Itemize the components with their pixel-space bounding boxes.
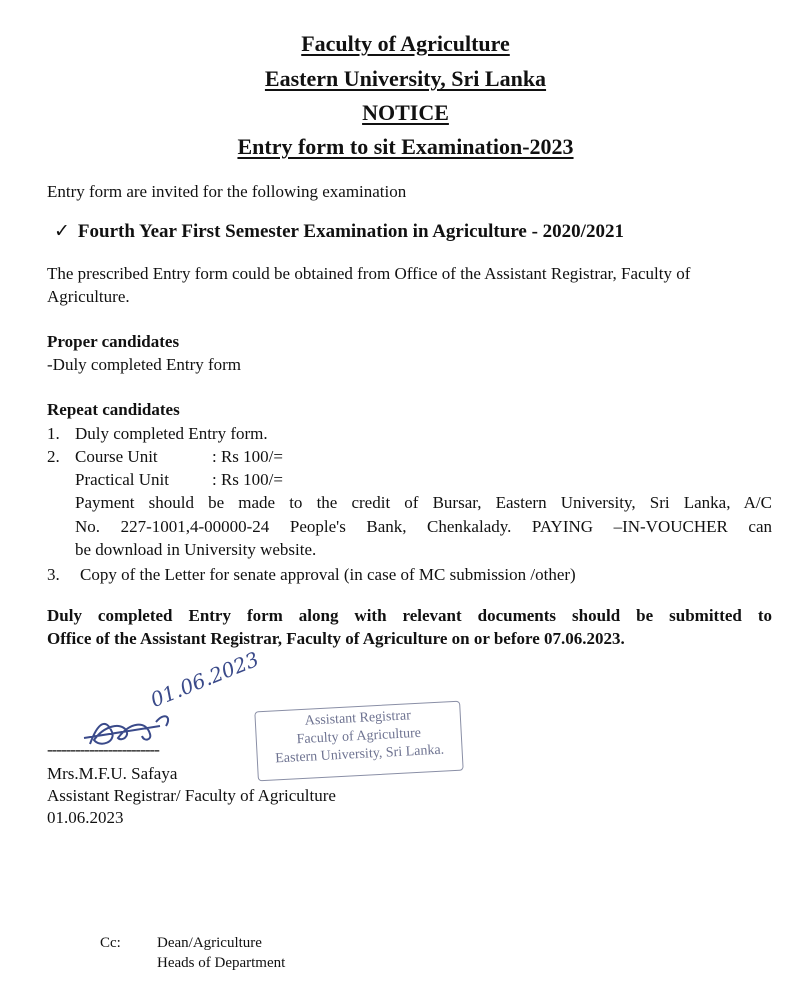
exam-title: Fourth Year First Semester Examination in Agriculture - 2020/2021 — [77, 221, 624, 242]
course-unit-label: Course Unit — [75, 447, 158, 466]
prescribed-line-1: The prescribed Entry form could be obtained from Office of the Assistant Registrar, Faculty of — [47, 264, 691, 283]
intro-text: Entry form are invited for the following examination — [47, 182, 407, 201]
repeat-item-3-number: 3. — [47, 565, 60, 584]
stamp-line-1: Assistant Registrar — [304, 708, 412, 729]
repeat-item-1-number: 1. — [47, 424, 60, 443]
prescribed-line-2: Agriculture. — [47, 287, 130, 306]
signature-date: 01.06.2023 — [47, 808, 124, 827]
cc-label: Cc: — [100, 935, 121, 951]
cc-recipient-2: Heads of Department — [157, 955, 286, 971]
signature-line: ------------------------ — [47, 740, 159, 759]
practical-unit-fee: : Rs 100/= — [212, 470, 283, 489]
signatory-title: Assistant Registrar/ Faculty of Agriculture — [47, 786, 336, 805]
official-stamp — [254, 701, 463, 782]
cc-recipient-1: Dean/Agriculture — [157, 935, 262, 951]
notice-heading: NOTICE — [362, 100, 449, 125]
proper-candidates-heading: Proper candidates — [47, 332, 180, 351]
exam-item — [54, 219, 624, 244]
payment-line-2: No. 227-1001,4-00000-24 People's Bank, Chenkalady. PAYING –IN-VOUCHER can — [75, 517, 772, 536]
stamp-line-2: Faculty of Agriculture — [296, 725, 422, 748]
document-title: Entry form to sit Examination-2023 — [237, 134, 574, 159]
repeat-item-3: Copy of the Letter for senate approval (in case of MC submission /other) — [80, 565, 576, 584]
checkmark-icon: ✓ — [54, 220, 70, 242]
stamp-line-3: Eastern University, Sri Lanka. — [274, 742, 445, 767]
repeat-item-2-number: 2. — [47, 447, 60, 466]
payment-line-3: be download in University website. — [75, 540, 317, 559]
deadline-line-2: Office of the Assistant Registrar, Faculty of Agriculture on or before 07.06.2023. — [47, 629, 625, 648]
practical-unit-label: Practical Unit — [75, 470, 169, 489]
handwritten-date: 01.06.2023 — [147, 646, 263, 712]
signatory-name: Mrs.M.F.U. Safaya — [47, 764, 178, 783]
course-unit-fee: : Rs 100/= — [212, 447, 283, 466]
deadline-line-1: Duly completed Entry form along with relevant documents should be submitted to — [47, 606, 772, 625]
repeat-candidates-heading: Repeat candidates — [47, 400, 180, 419]
proper-candidates-item: -Duly completed Entry form — [47, 355, 242, 374]
payment-line-1: Payment should be made to the credit of Bursar, Eastern University, Sri Lanka, A/C — [75, 493, 772, 512]
faculty-heading: Faculty of Agriculture — [301, 31, 510, 56]
university-heading: Eastern University, Sri Lanka — [264, 66, 547, 91]
repeat-item-1: Duly completed Entry form. — [75, 424, 268, 443]
